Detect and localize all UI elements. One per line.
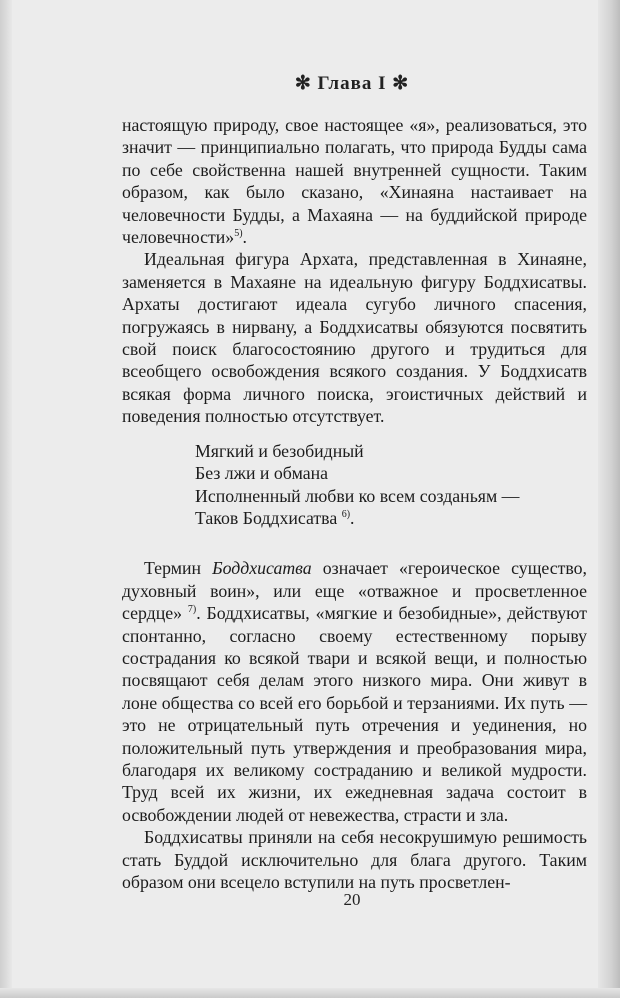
page-right-edge bbox=[598, 0, 620, 998]
chapter-header: ✻ Глава I ✻ bbox=[294, 73, 410, 94]
paragraph-arhat: Идеальная фигура Архата, представленная в Хинаяне, заменяется в Махаяне на идеальную фигуру Боддхисатвы. Архаты достигают идеала сугубо личного спасения, погружаясь в нирвану, а Боддхисатвы обязуются посвятить свой поиск благосостоянию другого и трудиться для всеобщего освобождения всякого создания. У Боддхисатв всякая форма личного поиска, эгоистичных действий и поведения полностью отсутствует. bbox=[122, 249, 587, 427]
page-number: 20 bbox=[343, 890, 361, 909]
poem-line: Без лжи и обмана bbox=[195, 463, 329, 484]
paragraph-text: настоящую природу, свое настоящее «я», реализоваться, это значит — принципиально полагать, что природа Будды сама по себе свойственна нашей внутренней сущности. Таким образом, как было сказано, «Хинаяна настаивает на человечности Будды, а Махаяна — на буддийской природе человечности» bbox=[122, 115, 587, 248]
footnote-ref: 6) bbox=[341, 508, 351, 520]
page-bottom-edge bbox=[0, 988, 620, 998]
paragraph-term bbox=[122, 557, 587, 826]
paragraph-continuation bbox=[122, 114, 587, 248]
footnote-ref: 7) bbox=[187, 604, 197, 616]
term-italic: Боддхисатва bbox=[212, 558, 312, 579]
term-lead: Термин bbox=[144, 558, 213, 579]
paragraph-resolution: Боддхисатвы приняли на себя несокрушимую решимость стать Буддой исключительно для блага другого. Таким образом они всецело вступили на путь просветлен- bbox=[122, 827, 587, 892]
paragraph-tail: . bbox=[242, 227, 247, 248]
page-left-edge bbox=[0, 0, 12, 998]
poem-line: Мягкий и безобидный bbox=[195, 440, 364, 461]
term-text-1: означает «героическое существо, духовный воин», или еще «отважное и просветленное сердце» bbox=[122, 558, 587, 624]
poem-line: Исполненный любви ко всем созданьям — bbox=[195, 485, 520, 506]
poem-quote bbox=[195, 440, 587, 530]
page-body bbox=[122, 114, 587, 893]
term-text-2: . Боддхисатвы, «мягкие и безобидные», действуют спонтанно, согласно своему естественному порыву сострадания ко всякой твари и всякой вещи, и полностью посвящают себя делам этого низкого мира. Они живут в лоне общества со всей его борьбой и терзаниями. Их путь — это не отрицательный путь отречения и уединения, но положительный путь утверждения и преобразования мира, благодаря их великому состраданию и великой мудрости. Труд всей их жизни, их ежедневная задача состоит в освобождении людей от невежества, страсти и зла. bbox=[122, 603, 588, 825]
poem-tail: . bbox=[350, 507, 355, 528]
poem-line-text: Таков Боддхисатва bbox=[195, 507, 338, 528]
poem-line-last bbox=[195, 507, 587, 529]
footnote-ref: 5) bbox=[234, 228, 243, 240]
